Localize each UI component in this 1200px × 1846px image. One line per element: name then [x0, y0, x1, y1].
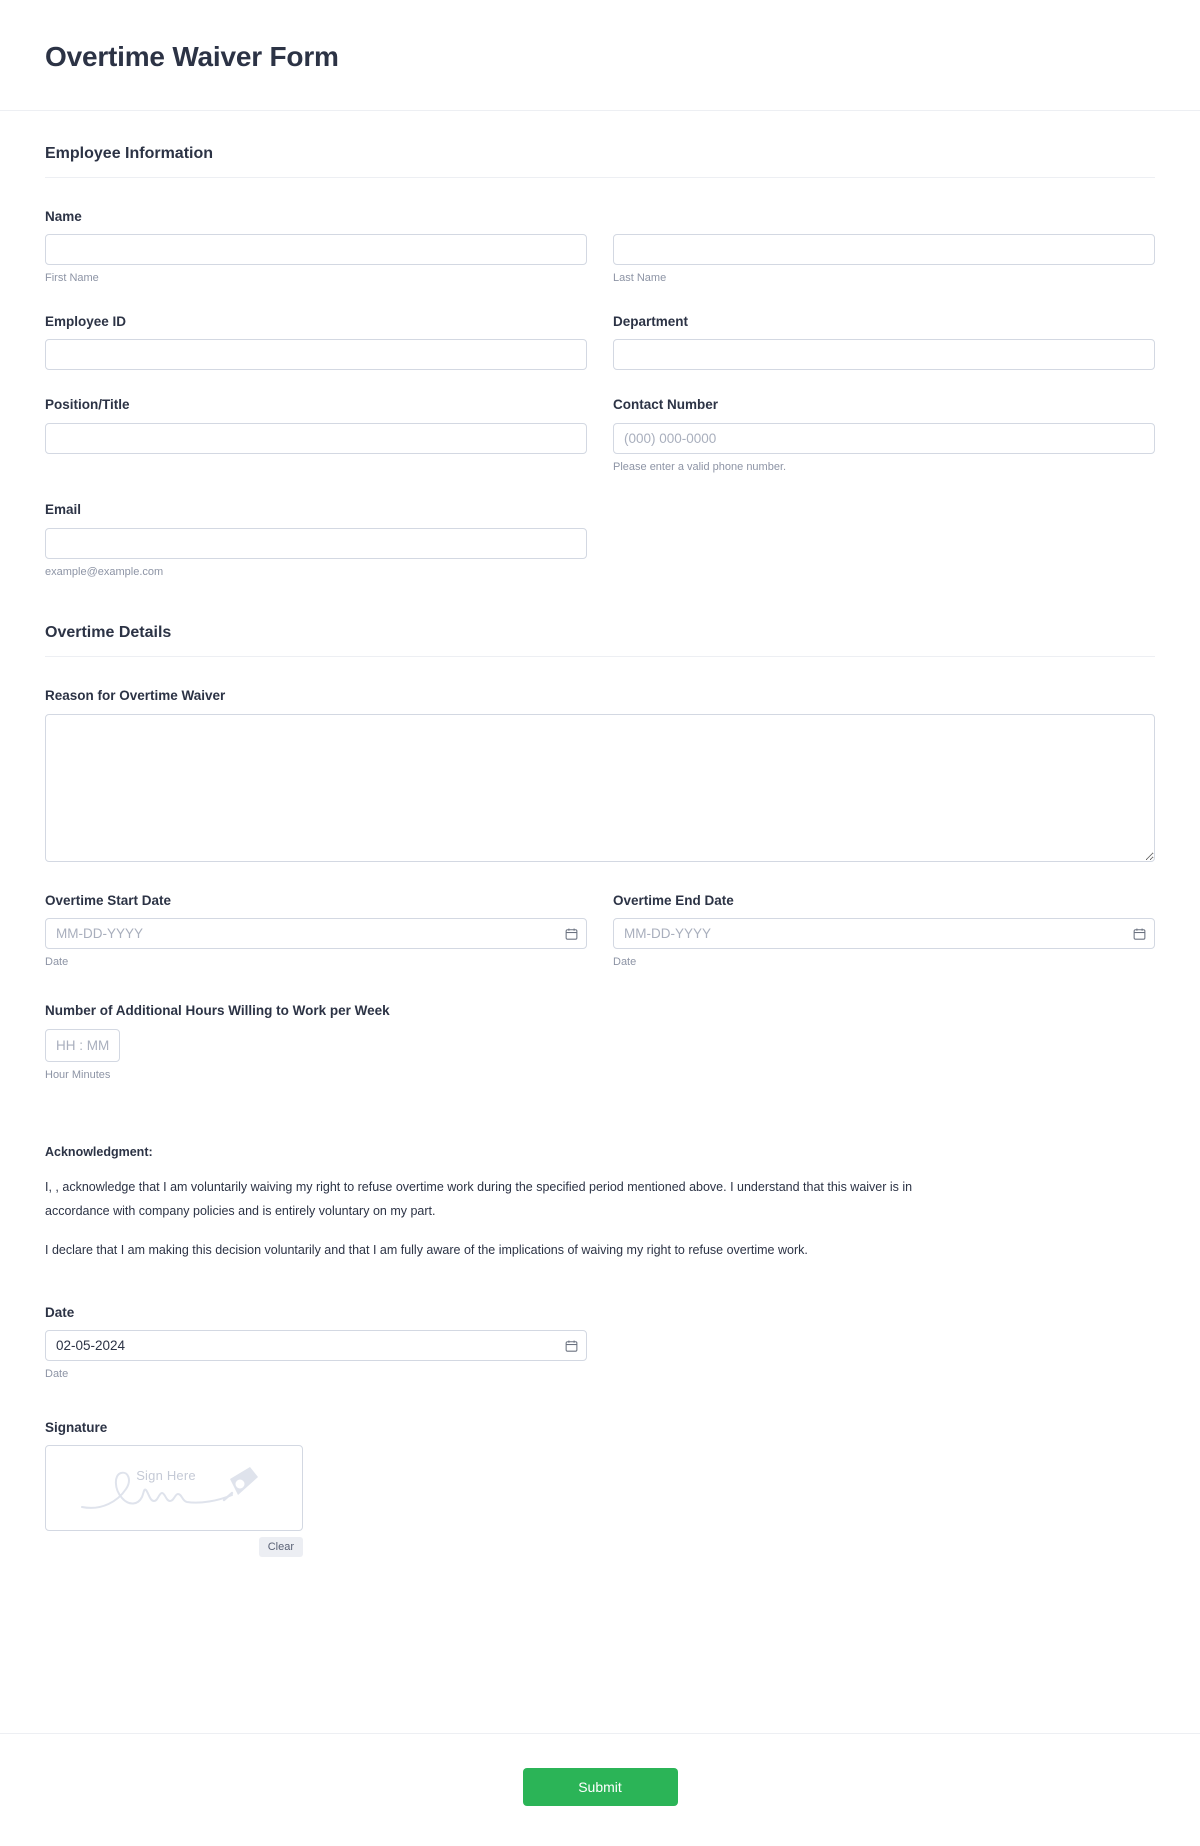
field-group-contact-number	[613, 396, 1155, 475]
field-row-signature-date	[45, 1304, 1155, 1383]
signature-placeholder-text: Sign Here	[136, 1468, 196, 1484]
end-date-wrapper	[613, 918, 1155, 949]
field-row-email	[45, 501, 1155, 580]
signature-block	[45, 1419, 1155, 1558]
end-date-label: Overtime End Date	[613, 892, 734, 908]
field-group-start-date	[45, 892, 587, 971]
field-row-overtime-dates	[45, 892, 1155, 971]
last-name-input[interactable]	[613, 234, 1155, 265]
field-group-additional-hours	[45, 1002, 1155, 1083]
position-label: Position/Title	[45, 397, 130, 413]
field-group-end-date	[613, 892, 1155, 971]
field-row-name	[45, 208, 1155, 287]
reason-label: Reason for Overtime Waiver	[45, 687, 226, 703]
signature-pad[interactable]	[45, 1445, 303, 1531]
email-sublabel: example@example.com	[45, 565, 164, 578]
field-row-position-contact	[45, 396, 1155, 475]
field-group-first-name	[45, 208, 587, 287]
form-footer	[0, 1733, 1200, 1846]
employee-id-label: Employee ID	[45, 313, 127, 329]
field-group-signature-date	[45, 1304, 587, 1383]
field-group-email	[45, 501, 587, 580]
first-name-input[interactable]	[45, 234, 587, 265]
form-header	[0, 0, 1200, 111]
end-date-sublabel: Date	[613, 956, 637, 969]
signature-label: Signature	[45, 1419, 108, 1435]
department-input[interactable]	[613, 339, 1155, 370]
section-heading-employee-information: Employee Information	[45, 144, 214, 162]
first-name-label: Name	[45, 208, 82, 224]
email-label: Email	[45, 502, 82, 518]
signature-date-wrapper	[45, 1330, 587, 1361]
signature-date-sublabel: Date	[45, 1368, 69, 1381]
contact-number-sublabel: Please enter a valid phone number.	[613, 460, 787, 473]
section-heading-overtime-details: Overtime Details	[45, 623, 172, 641]
submit-button[interactable]: Submit	[523, 1768, 678, 1806]
employee-id-input[interactable]	[45, 339, 587, 370]
field-row-reason	[45, 687, 1155, 862]
additional-hours-input[interactable]	[45, 1029, 120, 1062]
acknowledgment-paragraph-1: I, , acknowledge that I am voluntarily waiving my right to refuse overtime work during the specified period mentioned above. I understand that this waiver is in accordance with company policies and is entirely voluntary on my part.	[45, 1180, 913, 1218]
section-divider	[45, 177, 1155, 178]
field-group-last-name	[613, 208, 1155, 287]
last-name-sublabel: Last Name	[613, 272, 667, 285]
start-date-sublabel: Date	[45, 956, 69, 969]
signature-date-label: Date	[45, 1304, 75, 1320]
field-group-position	[45, 396, 587, 475]
signature-scribble-icon	[74, 1453, 274, 1523]
signature-date-input[interactable]	[45, 1330, 587, 1361]
field-group-department	[613, 313, 1155, 371]
field-row-additional-hours	[45, 1002, 1155, 1083]
field-row-id-department	[45, 313, 1155, 371]
additional-hours-sublabel: Hour Minutes	[45, 1068, 111, 1081]
acknowledgment-paragraph-2: I declare that I am making this decision voluntarily and that I am fully aware of the implications of waiving my right to refuse overtime work.	[45, 1242, 808, 1257]
first-name-sublabel: First Name	[45, 272, 99, 285]
section-divider-overtime	[45, 656, 1155, 657]
field-group-email-spacer	[613, 501, 1155, 580]
field-group-date-spacer	[613, 1304, 1155, 1383]
form-body	[0, 111, 1200, 1691]
field-group-employee-id	[45, 313, 587, 371]
end-date-input[interactable]	[613, 918, 1155, 949]
field-group-reason	[45, 687, 1155, 862]
acknowledgment-block	[45, 1145, 1155, 1261]
email-input[interactable]	[45, 528, 587, 559]
start-date-input[interactable]	[45, 918, 587, 949]
page-title: Overtime Waiver Form	[45, 41, 339, 72]
contact-number-input[interactable]	[613, 423, 1155, 454]
position-input[interactable]	[45, 423, 587, 454]
signature-actions	[45, 1537, 303, 1557]
additional-hours-label: Number of Additional Hours Willing to Work per Week	[45, 1003, 390, 1019]
start-date-label: Overtime Start Date	[45, 892, 172, 908]
signature-watermark	[46, 1446, 302, 1530]
department-label: Department	[613, 313, 689, 329]
reason-textarea[interactable]	[45, 714, 1155, 862]
contact-number-label: Contact Number	[613, 397, 719, 413]
clear-signature-button[interactable]: Clear	[259, 1537, 303, 1557]
start-date-wrapper	[45, 918, 587, 949]
acknowledgment-title: Acknowledgment:	[45, 1145, 153, 1160]
